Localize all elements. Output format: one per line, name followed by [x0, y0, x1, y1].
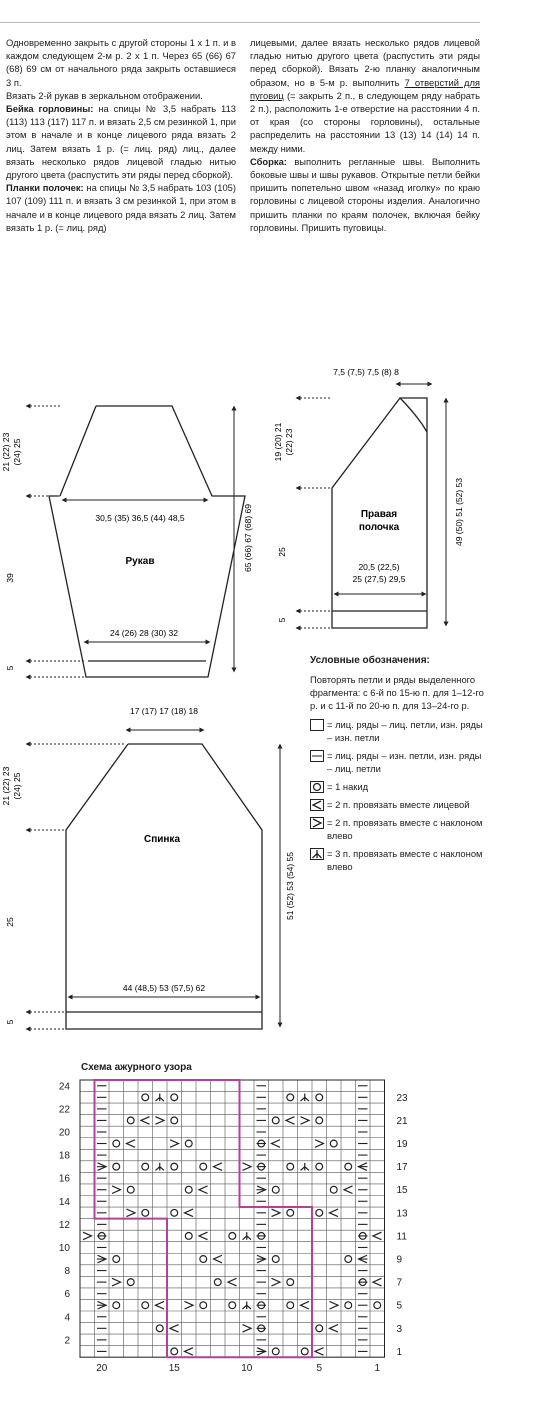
row-number-right: 3 [396, 1323, 403, 1335]
paragraph [250, 36, 480, 155]
neck-band-paragraph [6, 102, 236, 181]
sleeve-body-dim: 39 [5, 573, 15, 583]
yarn-over-icon [229, 1302, 236, 1309]
back-height: 51 (52) 53 (54) 55 [285, 851, 295, 921]
instructions-left-column [6, 36, 236, 234]
legend-item [310, 780, 485, 793]
legend-title: Условные обозначения: [310, 655, 430, 666]
row-number-left: 6 [64, 1289, 70, 1301]
k2tog-icon [330, 1325, 339, 1333]
sk2p-icon [243, 1232, 252, 1240]
paragraph: Одновременно закрыть с другой стороны 1 х 1 п. и в каждом следующем 2-м р. 2 х 1 п. Через 65 (66) 67 (68) 69 см от начального ряда закрыть оставшиеся 3 п. [6, 37, 236, 88]
legend-item [310, 718, 485, 744]
ssk-icon [127, 1209, 136, 1217]
legend-item-text: = 2 п. провязать вместе с наклоном влево [327, 817, 483, 841]
k2tog-icon [185, 1348, 194, 1356]
row-number-left: 8 [64, 1266, 70, 1278]
column-number: 15 [168, 1363, 180, 1375]
sk2p-icon [156, 1163, 165, 1171]
front-label-line2: полочка [358, 522, 400, 533]
front-hem-dim: 5 [277, 617, 287, 623]
top-rule [0, 22, 480, 23]
yarn-over-icon [127, 1186, 134, 1193]
yarn-over-icon [287, 1163, 294, 1170]
ssk-icon [272, 1278, 281, 1286]
text-run: (= закрыть 2 п., в следующем ряду набрать 2 п.), расположить 1-е отверстие на расстоянии 4 п. от края (со стороны горловины), остальные распределить на расстоянии 13 (13) 14 (14) 14 п. между ними. [250, 89, 480, 154]
ssk-icon [83, 1232, 92, 1240]
row-number-right: 17 [396, 1162, 408, 1174]
yarn-over-icon [142, 1209, 149, 1216]
lace-chart [50, 1074, 408, 1375]
k2tog-icon [141, 1117, 150, 1125]
yarn-over-icon [301, 1348, 308, 1355]
k2tog-icon [301, 1301, 310, 1309]
yarn-over-icon [142, 1094, 149, 1101]
sleeve-top-width: 30,5 (35) 36,5 (44) 48,5 [95, 513, 185, 523]
raglan-edge [60, 406, 96, 496]
yarn-over-icon [171, 1348, 178, 1355]
column-number: 20 [96, 1363, 108, 1375]
row-number-right: 5 [396, 1300, 403, 1312]
ssk-icon [112, 1278, 121, 1286]
front-width-1: 20,5 (22,5) [358, 562, 400, 572]
assembly-paragraph [250, 155, 480, 234]
row-number-left: 16 [58, 1173, 70, 1185]
right-front-diagram [272, 362, 472, 634]
yarn-over-icon [272, 1348, 279, 1355]
ssk-icon [185, 1301, 194, 1309]
yarn-over-icon [345, 1163, 352, 1170]
yarn-over-icon [310, 781, 324, 793]
buttonholes-phrase: 7 отверстий для пуговиц [250, 76, 481, 101]
yarn-over-icon [287, 1279, 294, 1286]
yarn-over-icon [200, 1256, 207, 1263]
front-top-width: 7,5 (7,5) 7,5 (8) 8 [333, 367, 399, 377]
legend-item-text: = 1 накид [327, 781, 369, 792]
sleeve-cuff-dim: 5 [5, 665, 15, 671]
text-run: лицевыми, далее вязать несколько рядов лицевой гладью нитью другого цвета (распустить эти ряды перед сборкой). Вязать 2-ю планку аналогичным образом, но в 5-м р. выполнить [250, 37, 480, 88]
section-heading: Бейка горловины: [6, 103, 94, 115]
sleeve-raglan-dim-2: (24) 25 [12, 438, 22, 466]
front-bands-paragraph [6, 181, 236, 234]
front-height: 49 (50) 51 (52) 53 [454, 477, 464, 547]
yarn-over-icon [127, 1117, 134, 1124]
ssk-icon [112, 1186, 121, 1194]
k2tog-icon [228, 1278, 237, 1286]
k2tog-icon [185, 1209, 194, 1217]
yarn-over-icon [171, 1209, 178, 1216]
yarn-over-icon [185, 1140, 192, 1147]
row-number-right: 11 [396, 1231, 407, 1243]
back-raglan-dim-2: (24) 25 [12, 772, 22, 800]
lace-chart-title: Схема ажурного узора [81, 1062, 192, 1073]
ssk-icon [170, 1140, 179, 1148]
yarn-over-icon [113, 1140, 120, 1147]
row-number-left: 18 [58, 1150, 70, 1162]
yarn-over-icon [229, 1233, 236, 1240]
row-number-right: 7 [396, 1277, 403, 1289]
yarn-over-icon [185, 1233, 192, 1240]
yarn-over-icon [171, 1094, 178, 1101]
yarn-over-icon [287, 1209, 294, 1216]
back-hem-dim: 5 [5, 1019, 15, 1025]
legend-item-text: = лиц. ряды – лиц. петли, изн. ряды – изн. петли [327, 719, 483, 743]
sk2p-icon [310, 848, 324, 860]
front-width-2: 25 (27,5) 29,5 [352, 574, 406, 584]
legend-item-text: = 3 п. провязать вместе с наклоном влево [327, 848, 483, 872]
row-number-left: 20 [58, 1127, 70, 1139]
k2tog-icon [344, 1186, 353, 1194]
column-number: 10 [241, 1363, 253, 1375]
ssk-icon [315, 1140, 324, 1148]
sk2p-icon [156, 1094, 165, 1102]
row-number-right: 13 [396, 1208, 408, 1220]
sk2p-icon [243, 1301, 252, 1309]
sleeve-raglan-dim-1: 21 (22) 23 [1, 432, 11, 472]
yarn-over-icon [345, 1302, 352, 1309]
yarn-over-icon [142, 1302, 149, 1309]
back-top-width: 17 (17) 17 (18) 18 [129, 706, 199, 716]
front-label-line1: Правая [360, 509, 398, 520]
section-heading: Планки полочек: [6, 182, 84, 194]
front-raglan-dim-1: 19 (20) 21 [273, 422, 283, 462]
row-number-left: 10 [58, 1242, 70, 1254]
front-body-dim: 25 [277, 547, 287, 557]
row-number-right: 9 [396, 1254, 403, 1266]
k2tog-icon [373, 1232, 382, 1240]
ssk-icon [272, 1209, 281, 1217]
yarn-over-icon [127, 1279, 134, 1286]
yarn-over-icon [316, 1325, 323, 1332]
yarn-over-icon [316, 1209, 323, 1216]
back-bottom-width: 44 (48,5) 53 (57,5) 62 [122, 983, 206, 993]
yarn-over-icon [113, 1256, 120, 1263]
yarn-over-icon [374, 1302, 381, 1309]
square-empty-icon [310, 719, 324, 731]
sleeve-bottom-width: 24 (26) 28 (30) 32 [109, 628, 179, 638]
column-number: 5 [316, 1363, 323, 1375]
yarn-over-icon [272, 1186, 279, 1193]
k2tog-icon [315, 1348, 324, 1356]
k2tog-icon [199, 1186, 208, 1194]
k2tog-icon [199, 1232, 208, 1240]
legend-item [310, 847, 485, 873]
column-number: 1 [374, 1363, 381, 1375]
yarn-over-icon [330, 1186, 337, 1193]
yarn-over-icon [113, 1163, 120, 1170]
ssk-icon [330, 1301, 339, 1309]
yarn-over-icon [287, 1302, 294, 1309]
k2tog-icon [214, 1163, 223, 1171]
yarn-over-icon [214, 1279, 221, 1286]
k2tog-icon [156, 1301, 165, 1309]
yarn-over-icon [316, 1117, 323, 1124]
row-number-left: 4 [64, 1312, 70, 1324]
sleeve-height: 65 (66) 67 (68) 69 [243, 503, 253, 573]
yarn-over-icon [287, 1094, 294, 1101]
ssk-icon [243, 1325, 252, 1333]
ssk-icon [301, 1117, 310, 1125]
square-dash-icon [310, 750, 324, 762]
yarn-over-icon [316, 1163, 323, 1170]
legend-item [310, 749, 485, 775]
yarn-over-icon [200, 1302, 207, 1309]
yarn-over-icon [316, 1094, 323, 1101]
back-body-dim: 25 [5, 917, 15, 927]
sleeve-diagram [0, 398, 260, 688]
symbol-legend [310, 654, 485, 878]
row-number-right: 1 [396, 1346, 403, 1358]
row-number-right: 21 [396, 1115, 408, 1127]
row-number-right: 15 [396, 1185, 408, 1197]
yarn-over-icon [272, 1256, 279, 1263]
yarn-over-icon [345, 1256, 352, 1263]
legend-item-text: = 2 п. провязать вместе лицевой [327, 799, 470, 810]
yarn-over-icon [185, 1186, 192, 1193]
k2tog-icon [272, 1140, 281, 1148]
k2tog-icon [170, 1325, 179, 1333]
yarn-over-icon [171, 1163, 178, 1170]
section-text: на спицы № 3,5 набрать 113 (113) 113 (117) 117 п. и вязать 2,5 см резинкой 1, при этом в начале и в конце лицевого ряда вязать 2 лиц. Затем вязать 1 р. (= лиц. ряд) лиц., далее вязать несколько рядов лицевой гладью нитью другого цвета (распустить эти ряды перед сборкой). [6, 103, 237, 181]
sk2p-icon [301, 1163, 310, 1171]
yarn-over-icon [156, 1325, 163, 1332]
ssk-icon [310, 817, 324, 829]
back-diagram [0, 700, 300, 1040]
paragraph: Вязать 2-й рукав в зеркальном отображении. [6, 89, 203, 101]
ssk-icon [156, 1117, 165, 1125]
yarn-over-icon [330, 1140, 337, 1147]
legend-item [310, 816, 485, 842]
section-text: на спицы № 3,5 набрать 103 (105) 107 (109) 111 п. и вязать 3 см резинкой 1, при этом в начале и в конце лицевого ряда вязать 2 лиц. Затем вязать 1 р. (= лиц. ряд) [6, 182, 236, 233]
legend-intro: Повторять петли и ряды выделенного фрагмента: с 6-й по 15-ю п. для 1–12-го р. и с 11-й по 20-ю п. для 13–24-го р. [310, 674, 484, 711]
ssk-icon [243, 1163, 252, 1171]
sleeve-label: Рукав [125, 556, 155, 567]
row-number-right: 19 [396, 1139, 408, 1151]
yarn-over-icon [113, 1302, 120, 1309]
yarn-over-icon [171, 1117, 178, 1124]
row-number-left: 12 [58, 1219, 70, 1231]
back-label: Спинка [143, 834, 181, 845]
row-number-right: 23 [396, 1092, 408, 1104]
section-heading: Сборка: [250, 155, 287, 167]
section-text: выполнить регланные швы. Выполнить боковые швы и швы рукавов. Открытые петли бейки пришить попетельно швом «назад иголку» по краю горловины с лицевой стороны изделия. Аналогично пришить планки по краям полочек, включая бейку горловины. Пришить пуговицы. [250, 155, 480, 233]
yarn-over-icon [142, 1163, 149, 1170]
row-number-left: 24 [58, 1081, 70, 1093]
k2tog-icon [286, 1117, 295, 1125]
row-number-left: 14 [58, 1196, 70, 1208]
k2tog-icon [310, 799, 324, 811]
yarn-over-icon [200, 1163, 207, 1170]
yarn-over-icon [272, 1117, 279, 1124]
k2tog-icon [373, 1278, 382, 1286]
legend-item [310, 798, 485, 811]
back-raglan-dim-1: 21 (22) 23 [1, 766, 11, 806]
k2tog-icon [330, 1209, 339, 1217]
k2tog-icon [214, 1255, 223, 1263]
k2tog-icon [127, 1140, 136, 1148]
row-number-left: 2 [64, 1335, 70, 1347]
neckline [400, 398, 427, 432]
instructions-right-column [250, 36, 480, 234]
front-raglan-dim-2: (22) 23 [284, 428, 294, 456]
sk2p-icon [301, 1094, 310, 1102]
row-number-left: 22 [58, 1104, 70, 1116]
legend-item-text: = лиц. ряды – изн. петли, изн. ряды – лиц. петли [327, 750, 482, 774]
